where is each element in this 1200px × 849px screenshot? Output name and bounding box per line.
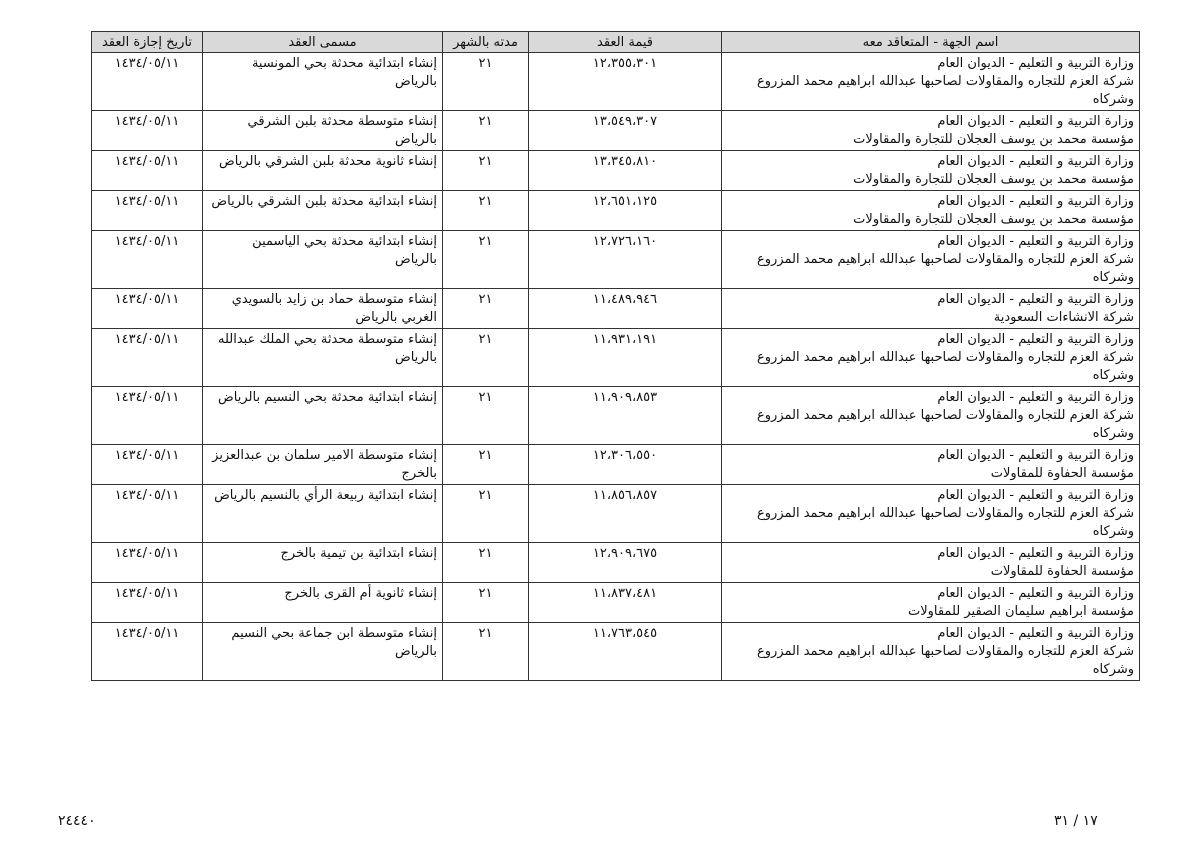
contract-name-line: إنشاء متوسطة محدثة بحي الملك عبدالله <box>217 332 437 347</box>
table-row <box>92 329 1140 387</box>
cell-months: ٢١ <box>443 543 529 583</box>
party-line: شركة العزم للتجاره والمقاولات لصاحبها عبدالله ابراهيم محمد المزروع <box>757 350 1134 365</box>
party-line: شركة العزم للتجاره والمقاولات لصاحبها عبدالله ابراهيم محمد المزروع <box>757 252 1134 267</box>
cell-contract-name <box>203 151 443 191</box>
header-row <box>92 32 1140 53</box>
cell-party <box>722 231 1140 289</box>
cell-party <box>722 543 1140 583</box>
party-line: مؤسسة الحفاوة للمقاولات <box>990 466 1134 481</box>
cell-months: ٢١ <box>443 583 529 623</box>
cell-approval-date: ١٤٣٤/٠٥/١١ <box>92 623 203 681</box>
cell-months: ٢١ <box>443 329 529 387</box>
contract-name-line: بالرياض <box>394 252 437 267</box>
party-line: وزارة التربية و التعليم - الديوان العام <box>937 586 1134 601</box>
party-line: وزارة التربية و التعليم - الديوان العام <box>937 114 1134 129</box>
cell-contract-name <box>203 485 443 543</box>
table-row <box>92 151 1140 191</box>
cell-months: ٢١ <box>443 231 529 289</box>
contract-name-line: إنشاء ابتدائية محدثة بلبن الشرقي بالرياض <box>211 194 437 209</box>
party-line: شركة الانشاءات السعودية <box>993 310 1134 325</box>
table-row <box>92 485 1140 543</box>
party-line: وشركاه <box>1092 662 1134 677</box>
contract-name-line: بالرياض <box>394 74 437 89</box>
cell-value: ١٣،٥٤٩،٣٠٧ <box>529 111 722 151</box>
header-approval-date: تاريخ إجازة العقد <box>92 32 203 53</box>
cell-party <box>722 289 1140 329</box>
cell-contract-name <box>203 543 443 583</box>
contract-name-line: إنشاء ابتدائية ربيعة الرأي بالنسيم بالرياض <box>214 488 437 503</box>
cell-months: ٢١ <box>443 111 529 151</box>
party-line: وشركاه <box>1092 92 1134 107</box>
cell-value: ١١،٩٣١،١٩١ <box>529 329 722 387</box>
party-line: وزارة التربية و التعليم - الديوان العام <box>937 390 1134 405</box>
contract-name-line: بالرياض <box>394 132 437 147</box>
party-line: وزارة التربية و التعليم - الديوان العام <box>937 448 1134 463</box>
party-line: مؤسسة محمد بن يوسف العجلان للتجارة والمقاولات <box>853 212 1134 227</box>
cell-approval-date: ١٤٣٤/٠٥/١١ <box>92 151 203 191</box>
contract-name-line: بالخرج <box>401 466 437 481</box>
party-line: وزارة التربية و التعليم - الديوان العام <box>937 292 1134 307</box>
contract-name-line: إنشاء ابتدائية بن تيمية بالخرج <box>280 546 437 561</box>
table-row <box>92 387 1140 445</box>
cell-approval-date: ١٤٣٤/٠٥/١١ <box>92 543 203 583</box>
cell-value: ١٢،٧٢٦،١٦٠ <box>529 231 722 289</box>
cell-approval-date: ١٤٣٤/٠٥/١١ <box>92 53 203 111</box>
party-line: وزارة التربية و التعليم - الديوان العام <box>937 194 1134 209</box>
contract-name-line: بالرياض <box>394 350 437 365</box>
cell-approval-date: ١٤٣٤/٠٥/١١ <box>92 387 203 445</box>
cell-contract-name <box>203 111 443 151</box>
cell-approval-date: ١٤٣٤/٠٥/١١ <box>92 329 203 387</box>
cell-party <box>722 191 1140 231</box>
table-row <box>92 583 1140 623</box>
cell-contract-name <box>203 289 443 329</box>
party-line: وزارة التربية و التعليم - الديوان العام <box>937 56 1134 71</box>
header-value: قيمة العقد <box>529 32 722 53</box>
cell-approval-date: ١٤٣٤/٠٥/١١ <box>92 445 203 485</box>
cell-contract-name <box>203 191 443 231</box>
cell-value: ١١،٧٦٣،٥٤٥ <box>529 623 722 681</box>
cell-approval-date: ١٤٣٤/٠٥/١١ <box>92 583 203 623</box>
header-months: مدته بالشهر <box>443 32 529 53</box>
party-line: شركة العزم للتجاره والمقاولات لصاحبها عبدالله ابراهيم محمد المزروع <box>757 408 1134 423</box>
cell-value: ١٢،٣٠٦،٥٥٠ <box>529 445 722 485</box>
table-row <box>92 111 1140 151</box>
cell-party <box>722 623 1140 681</box>
cell-party <box>722 485 1140 543</box>
table-row <box>92 543 1140 583</box>
cell-value: ١١،٨٣٧،٤٨١ <box>529 583 722 623</box>
cell-party <box>722 111 1140 151</box>
cell-party <box>722 329 1140 387</box>
header-contract-name: مسمى العقد <box>203 32 443 53</box>
party-line: شركة العزم للتجاره والمقاولات لصاحبها عبدالله ابراهيم محمد المزروع <box>757 74 1134 89</box>
contract-name-line: الغربي بالرياض <box>355 310 437 325</box>
cell-approval-date: ١٤٣٤/٠٥/١١ <box>92 191 203 231</box>
cell-party <box>722 151 1140 191</box>
cell-approval-date: ١٤٣٤/٠٥/١١ <box>92 111 203 151</box>
cell-months: ٢١ <box>443 53 529 111</box>
party-line: وشركاه <box>1092 368 1134 383</box>
party-line: شركة العزم للتجاره والمقاولات لصاحبها عبدالله ابراهيم محمد المزروع <box>757 506 1134 521</box>
cell-months: ٢١ <box>443 623 529 681</box>
party-line: وزارة التربية و التعليم - الديوان العام <box>937 626 1134 641</box>
party-line: وشركاه <box>1092 524 1134 539</box>
cell-months: ٢١ <box>443 485 529 543</box>
cell-contract-name <box>203 329 443 387</box>
party-line: شركة العزم للتجاره والمقاولات لصاحبها عبدالله ابراهيم محمد المزروع <box>757 644 1134 659</box>
cell-contract-name <box>203 53 443 111</box>
contract-name-line: إنشاء ابتدائية محدثة بحي المونسية <box>251 56 437 71</box>
cell-party <box>722 445 1140 485</box>
cell-contract-name <box>203 623 443 681</box>
header-party: اسم الجهة - المتعاقد معه <box>722 32 1140 53</box>
cell-months: ٢١ <box>443 151 529 191</box>
cell-approval-date: ١٤٣٤/٠٥/١١ <box>92 485 203 543</box>
cell-contract-name <box>203 445 443 485</box>
party-line: وزارة التربية و التعليم - الديوان العام <box>937 546 1134 561</box>
cell-value: ١٣،٣٤٥،٨١٠ <box>529 151 722 191</box>
party-line: مؤسسة ابراهيم سليمان الصقير للمقاولات <box>907 604 1134 619</box>
contract-name-line: بالرياض <box>394 644 437 659</box>
table-row <box>92 53 1140 111</box>
table-body <box>92 53 1140 681</box>
contract-name-line: إنشاء متوسطة محدثة بلبن الشرقي <box>247 114 437 129</box>
cell-months: ٢١ <box>443 445 529 485</box>
party-line: مؤسسة محمد بن يوسف العجلان للتجارة والمقاولات <box>853 172 1134 187</box>
table-row <box>92 289 1140 329</box>
table-row <box>92 623 1140 681</box>
cell-party <box>722 53 1140 111</box>
party-line: مؤسسة محمد بن يوسف العجلان للتجارة والمقاولات <box>853 132 1134 147</box>
contract-name-line: إنشاء متوسطة الامير سلمان بن عبدالعزيز <box>212 448 437 463</box>
party-line: وزارة التربية و التعليم - الديوان العام <box>937 154 1134 169</box>
cell-value: ١١،٤٨٩،٩٤٦ <box>529 289 722 329</box>
cell-contract-name <box>203 231 443 289</box>
party-line: وشركاه <box>1092 426 1134 441</box>
cell-party <box>722 583 1140 623</box>
table-row <box>92 445 1140 485</box>
cell-contract-name <box>203 387 443 445</box>
cell-months: ٢١ <box>443 387 529 445</box>
table-row <box>92 191 1140 231</box>
party-line: مؤسسة الحفاوة للمقاولات <box>990 564 1134 579</box>
cell-value: ١٢،٣٥٥،٣٠١ <box>529 53 722 111</box>
document-number: ٢٤٤٤٠ <box>58 813 96 829</box>
cell-value: ١٢،٦٥١،١٢٥ <box>529 191 722 231</box>
page-number: ١٧ / ٣١ <box>1054 813 1098 829</box>
cell-party <box>722 387 1140 445</box>
party-line: وزارة التربية و التعليم - الديوان العام <box>937 488 1134 503</box>
cell-contract-name <box>203 583 443 623</box>
cell-value: ١١،٩٠٩،٨٥٣ <box>529 387 722 445</box>
cell-value: ١١،٨٥٦،٨٥٧ <box>529 485 722 543</box>
contract-name-line: إنشاء متوسطة ابن جماعة بحي النسيم <box>231 626 437 641</box>
table-row <box>92 231 1140 289</box>
contract-name-line: إنشاء متوسطة حماد بن زايد بالسويدي <box>231 292 437 307</box>
party-line: وشركاه <box>1092 270 1134 285</box>
contract-name-line: إنشاء ابتدائية محدثة بحي الياسمين <box>252 234 437 249</box>
cell-approval-date: ١٤٣٤/٠٥/١١ <box>92 231 203 289</box>
contract-name-line: إنشاء ثانوية محدثة بلبن الشرقي بالرياض <box>219 154 437 169</box>
party-line: وزارة التربية و التعليم - الديوان العام <box>937 234 1134 249</box>
party-line: وزارة التربية و التعليم - الديوان العام <box>937 332 1134 347</box>
cell-value: ١٢،٩٠٩،٦٧٥ <box>529 543 722 583</box>
contract-name-line: إنشاء ابتدائية محدثة بحي النسيم بالرياض <box>218 390 437 405</box>
cell-months: ٢١ <box>443 191 529 231</box>
contract-name-line: إنشاء ثانوية أم القرى بالخرج <box>284 586 437 601</box>
cell-months: ٢١ <box>443 289 529 329</box>
cell-approval-date: ١٤٣٤/٠٥/١١ <box>92 289 203 329</box>
contracts-table <box>91 31 1140 681</box>
